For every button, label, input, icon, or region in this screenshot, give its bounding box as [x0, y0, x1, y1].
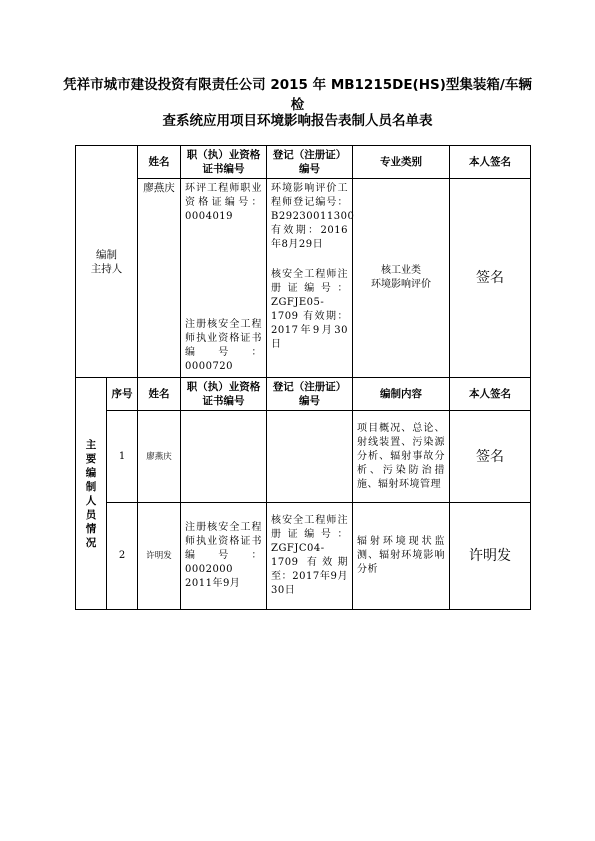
- header-seq: 序号: [107, 378, 138, 411]
- document-title-line1: 凭祥市城市建设投资有限责任公司 2015 年 MB1215DE(HS)型集装箱/车辆检: [63, 77, 532, 113]
- host-row-label: 编制 主持人: [76, 146, 138, 378]
- main-staff-row-label: 主要编制人员情况: [76, 378, 107, 610]
- document-title-line2: 查系统应用项目环境影响报告表制人员名单表: [162, 113, 433, 129]
- header-reg: 登记（注册证）编号: [267, 146, 353, 179]
- header-sign: 本人签名: [450, 146, 531, 179]
- row-reg: [267, 411, 353, 503]
- header-content: 编制内容: [353, 378, 450, 411]
- host-reg-2: 核安全工程师注册证编号：ZGFJE05-1709 有效期：2017年9月30日: [271, 269, 348, 350]
- header-name-2: 姓名: [138, 378, 181, 411]
- host-cert-1: 环评工程师职业资格证编号： 0004019: [185, 183, 262, 222]
- row-content: 辐射环境现状监测、辐射环境影响分析: [353, 503, 450, 610]
- table-row: [76, 411, 531, 503]
- row-signature: 签名: [450, 411, 531, 503]
- header-sign-2: 本人签名: [450, 378, 531, 411]
- row-name: 许明发: [138, 503, 181, 610]
- table-row: [76, 503, 531, 610]
- host-cert-2: 注册核安全工程师执业资格证书编号：0000720: [185, 319, 262, 372]
- row-seq: 1: [107, 411, 138, 503]
- row-cert: 注册核安全工程师执业资格证书编号：0002000 2011年9月: [181, 503, 267, 610]
- header-cert-2: 职（执）业资格证书编号: [181, 378, 267, 411]
- header-major: 专业类别: [353, 146, 450, 179]
- host-signature: 签名: [450, 179, 531, 378]
- host-name: 廖燕庆: [138, 179, 181, 378]
- host-reg-1: 环境影响评价工程师登记编号：B29230011300 有效期：2016年8月29日: [271, 183, 355, 250]
- row-reg: 核安全工程师注册证编号：ZGFJC04-1709 有效期至：2017年9月30日: [267, 503, 353, 610]
- row-cert: [181, 411, 267, 503]
- host-major: 核工业类 环境影响评价: [353, 179, 450, 378]
- row-signature: 许明发: [450, 503, 531, 610]
- personnel-table: [75, 145, 531, 610]
- row-name: 廖燕庆: [138, 411, 181, 503]
- row-content: 项目概况、总论、射线装置、污染源分析、辐射事故分析、污染防治措施、辐射环境管理: [353, 411, 450, 503]
- header-name: 姓名: [138, 146, 181, 179]
- header-cert: 职（执）业资格证书编号: [181, 146, 267, 179]
- row-seq: 2: [107, 503, 138, 610]
- header-reg-2: 登记（注册证）编号: [267, 378, 353, 411]
